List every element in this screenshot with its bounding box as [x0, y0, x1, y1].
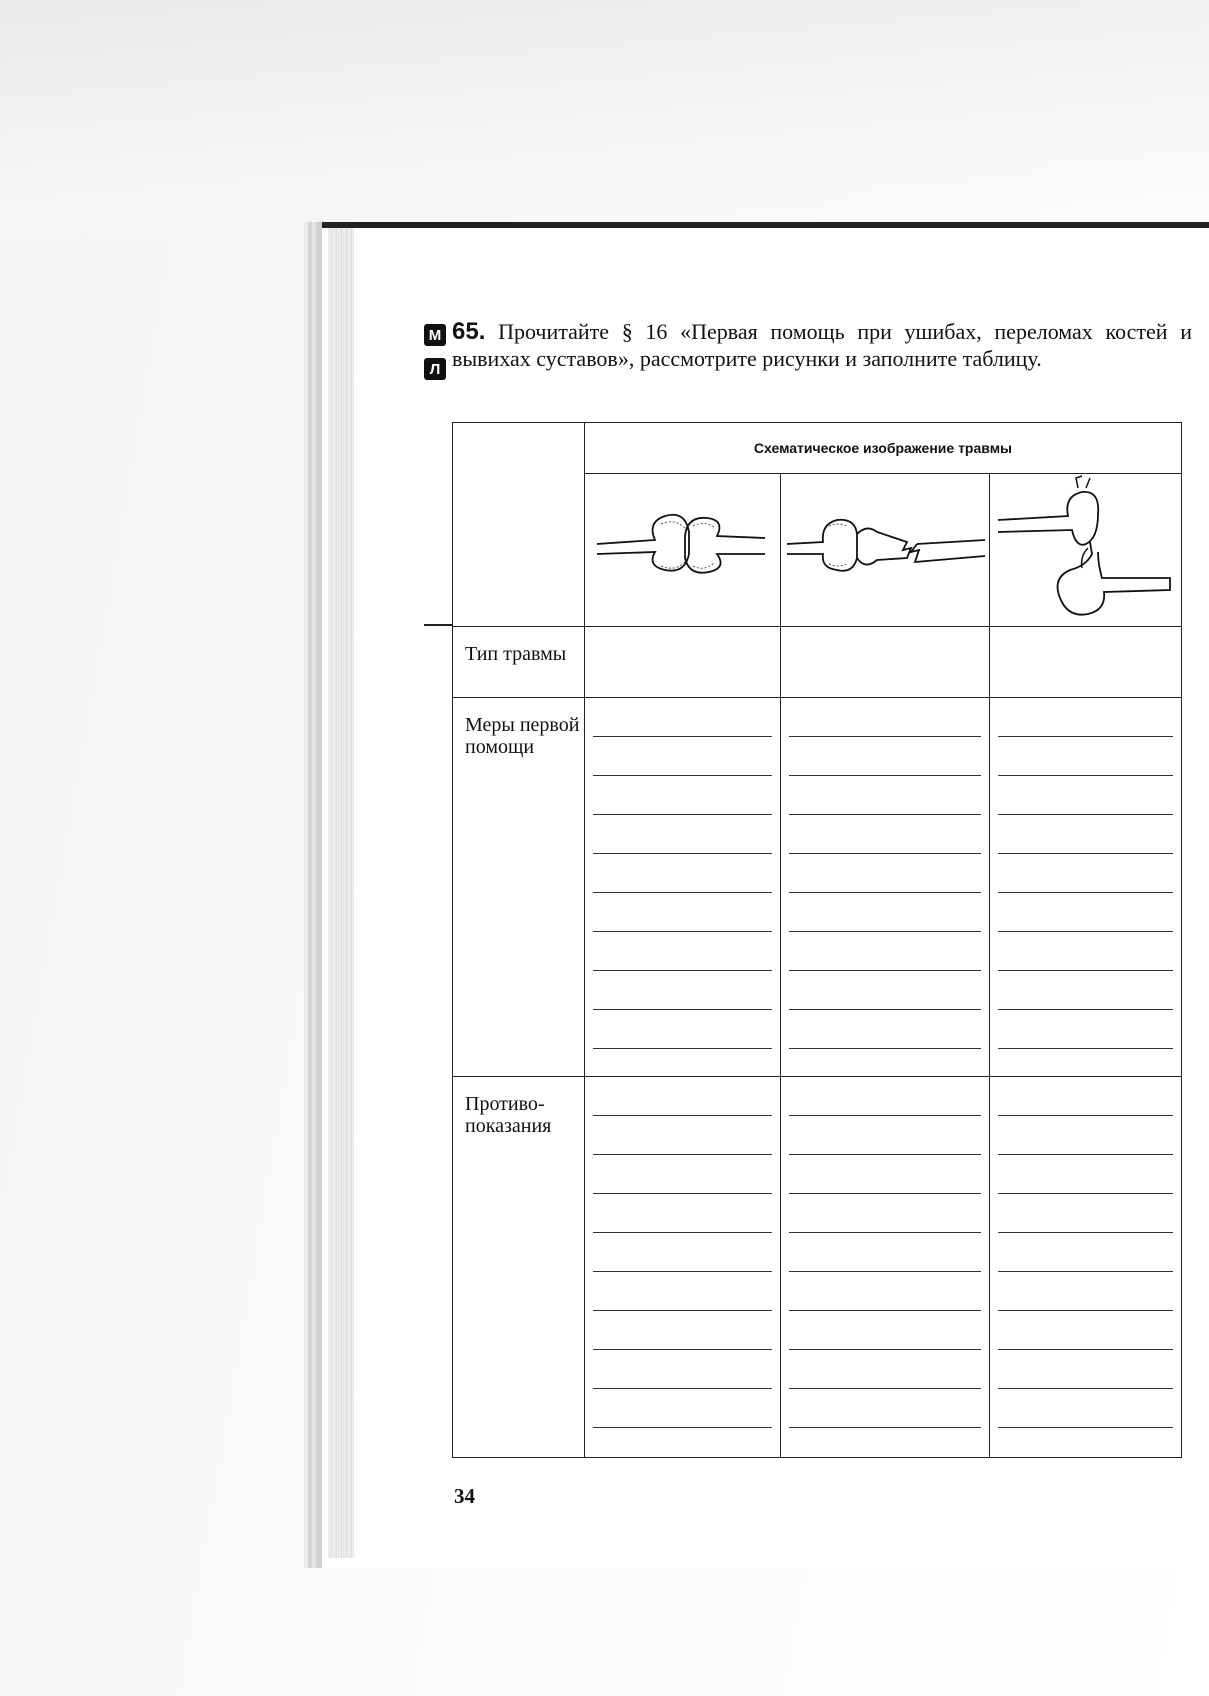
image-cell-2	[780, 474, 990, 627]
answer-lines	[781, 1077, 990, 1428]
table-separator	[424, 624, 452, 626]
cell-contra-1[interactable]	[584, 1077, 780, 1458]
cell-first-aid-2[interactable]	[780, 698, 990, 1077]
joint-bruise-icon	[585, 474, 781, 626]
answer-lines	[585, 1077, 780, 1428]
image-cell-1	[584, 474, 780, 627]
scan-background	[0, 0, 1209, 240]
table-corner	[453, 423, 585, 627]
injury-table	[452, 422, 1182, 1458]
answer-lines	[781, 698, 990, 1049]
badge-l: Л	[424, 358, 446, 380]
page-number: 34	[454, 1484, 475, 1508]
answer-lines	[990, 698, 1181, 1049]
cell-type-2[interactable]	[780, 627, 990, 698]
row-label-contraindications: Противопоказания	[453, 1077, 585, 1458]
bone-fracture-icon	[781, 474, 991, 626]
table-header: Схематическое изображение травмы	[584, 423, 1181, 474]
page-edges	[328, 228, 354, 1558]
cell-first-aid-1[interactable]	[584, 698, 780, 1077]
cell-type-1[interactable]	[584, 627, 780, 698]
task-number: 65.	[452, 318, 486, 345]
row-label-first-aid: Меры первой помощи	[453, 698, 585, 1077]
cell-type-3[interactable]	[990, 627, 1182, 698]
cell-contra-2[interactable]	[780, 1077, 990, 1458]
row-label-type: Тип травмы	[453, 627, 585, 698]
badge-m: М	[424, 324, 446, 346]
image-cell-3	[990, 474, 1182, 627]
joint-dislocation-icon	[990, 474, 1182, 626]
task-badges	[424, 324, 446, 392]
task-text: Прочитайте § 16 «Первая помощь при ушибах, переломах костей и вывихах суставов», рассмотрите рисунки и заполните таблицу.	[452, 319, 1192, 371]
task-statement	[452, 318, 1192, 372]
cell-contra-3[interactable]	[990, 1077, 1182, 1458]
answer-lines	[585, 698, 780, 1049]
answer-lines	[990, 1077, 1181, 1428]
cell-first-aid-3[interactable]	[990, 698, 1182, 1077]
